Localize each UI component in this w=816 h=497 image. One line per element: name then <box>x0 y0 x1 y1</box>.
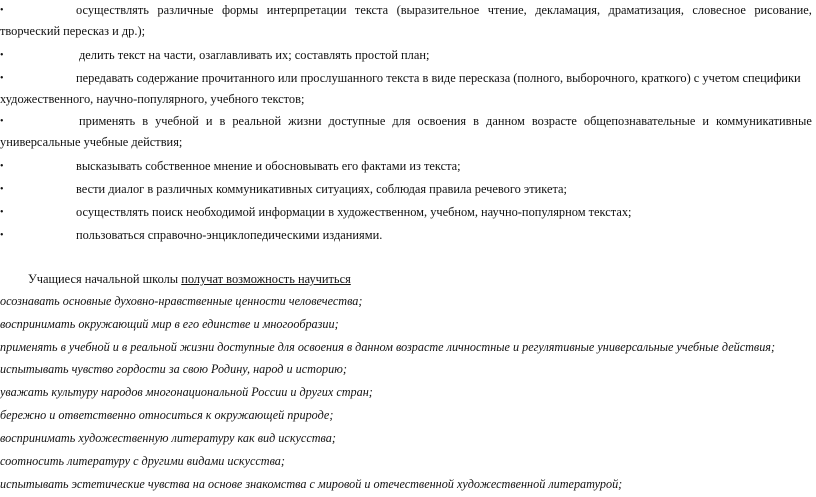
section-intro-underlined: получат возможность научиться <box>181 272 351 286</box>
bullet-word: общепознавательные <box>583 114 696 128</box>
italic-list-line: применять в учебной и в реальной жизни доступные для освоения в данном возрасте личностные и регулятивные универсальные учебные действия; <box>0 340 776 354</box>
bullet-dot-icon: • <box>0 161 4 172</box>
bullet-word: чтение, <box>487 3 527 17</box>
bullet-word: в <box>473 114 479 128</box>
bullet-dot-icon: • <box>0 73 4 84</box>
bullet-word: в <box>142 114 149 128</box>
bullet-word: доступные <box>328 114 386 128</box>
bullet-text-justified <box>0 0 812 21</box>
bullet-item <box>0 179 812 200</box>
bullet-word: формы <box>221 3 259 17</box>
bullet-word: и <box>702 114 710 128</box>
italic-list-line: испытывать эстетические чувства на основе знакомства с мировой и отечественной художественной литературой; <box>0 477 623 491</box>
section-intro-prefix: Учащиеся начальной школы <box>28 272 182 286</box>
bullet-text: осуществлять поиск необходимой информации в художественном, учебном, научно-популярном текстах; <box>76 205 632 219</box>
bullet-item <box>0 68 812 110</box>
bullet-word: рисование, <box>754 3 812 17</box>
italic-list-line: воспринимать художественную литературу как вид искусства; <box>0 431 336 445</box>
bullet-word: осуществлять <box>76 3 149 17</box>
bullet-dot-icon: • <box>0 50 4 61</box>
bullet-text: делить текст на части, озаглавливать их; составлять простой план; <box>79 48 430 62</box>
italic-list-line: осознавать основные духовно-нравственные ценности человечества; <box>0 294 363 308</box>
bullet-word: интерпретации <box>266 3 347 17</box>
bullet-item <box>0 111 812 153</box>
bullet-word: освоения <box>417 114 467 128</box>
bullet-word: драматизация, <box>608 3 684 17</box>
bullet-item <box>0 0 812 42</box>
bullet-dot-icon: • <box>0 184 4 195</box>
bullet-text-continuation: универсальные учебные действия; <box>0 135 183 149</box>
bullet-text: высказывать собственное мнение и обосновывать его фактами из текста; <box>76 159 461 173</box>
italic-list-line: испытывать чувство гордости за свою Родину, народ и историю; <box>0 362 347 376</box>
bullet-word: возрасте <box>531 114 577 128</box>
bullet-text-justified <box>0 111 812 132</box>
bullet-word: применять <box>79 114 136 128</box>
bullet-text: пользоваться справочно-энциклопедическими изданиями. <box>76 228 383 242</box>
italic-list-line: бережно и ответственно относиться к окружающей природе; <box>0 408 334 422</box>
bullet-word: декламация, <box>535 3 601 17</box>
italic-list-line: воспринимать окружающий мир в его единстве и многообразии; <box>0 317 339 331</box>
bullet-dot-icon: • <box>0 5 4 16</box>
bullet-word: и <box>205 114 213 128</box>
bullet-word: реальной <box>232 114 282 128</box>
bullet-text-continuation: художественного, научно-популярного, учебного текстов; <box>0 92 305 106</box>
italic-list-line: уважать культуру народов многонациональной России и других стран; <box>0 385 373 399</box>
bullet-word: учебной <box>155 114 199 128</box>
bullet-word: жизни <box>288 114 322 128</box>
section-intro <box>0 269 351 290</box>
bullet-item <box>0 45 812 66</box>
bullet-word: различные <box>157 3 214 17</box>
bullet-dot-icon: • <box>0 207 4 218</box>
bullet-text: вести диалог в различных коммуникативных ситуациях, соблюдая правила речевого этикета; <box>76 182 567 196</box>
bullet-text-continuation: творческий пересказ и др.); <box>0 24 146 38</box>
bullet-word: коммуникативные <box>716 114 812 128</box>
bullet-item <box>0 156 812 177</box>
bullet-dot-icon: • <box>0 230 4 241</box>
bullet-word: для <box>392 114 411 128</box>
bullet-word: в <box>219 114 226 128</box>
bullet-item <box>0 202 812 223</box>
italic-list-line: соотносить литературу с другими видами искусства; <box>0 454 285 468</box>
bullet-item <box>0 225 812 246</box>
bullet-text: передавать содержание прочитанного или прослушанного текста в виде пересказа (полного, выборочного, краткого) с учетом специфики <box>76 71 801 85</box>
bullet-word: (выразительное <box>396 3 480 17</box>
bullet-dot-icon: • <box>0 116 4 127</box>
bullet-word: данном <box>486 114 525 128</box>
bullet-word: текста <box>354 3 389 17</box>
bullet-word: словесное <box>692 3 746 17</box>
